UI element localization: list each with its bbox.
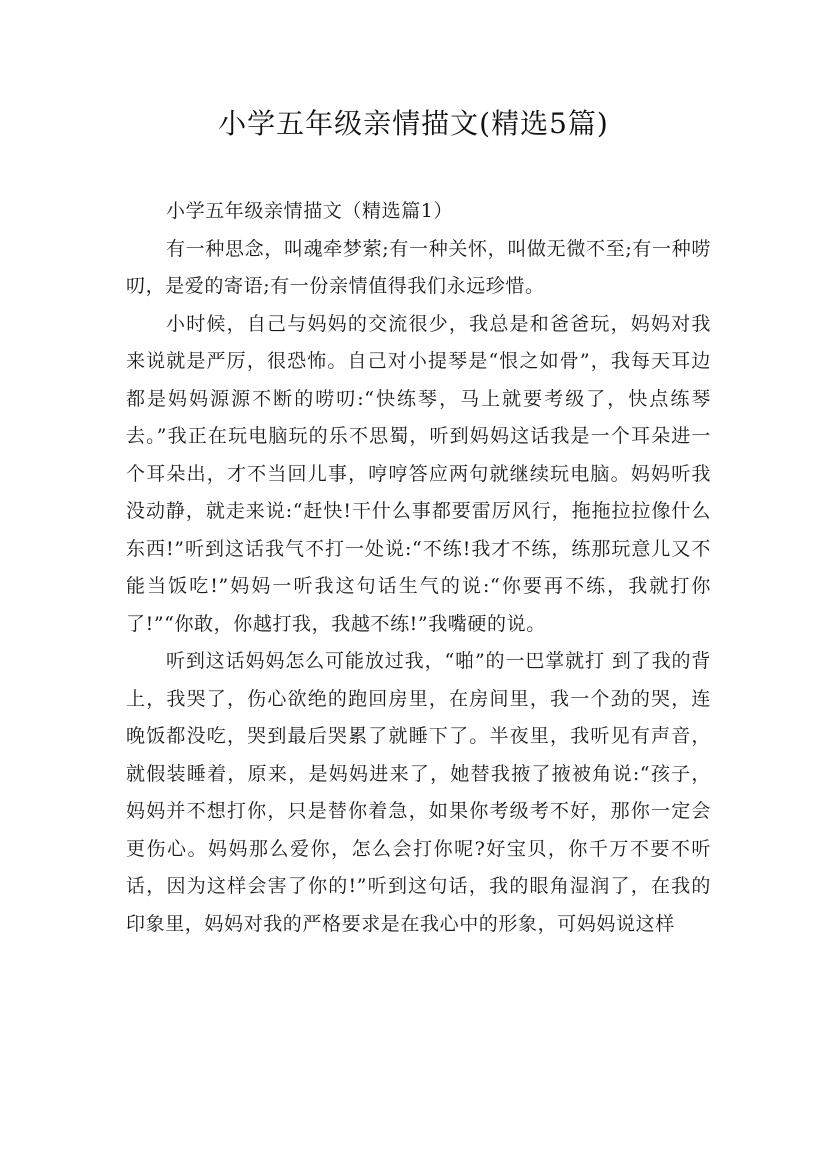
document-title: 小学五年级亲情描文(精选5篇)	[218, 107, 609, 140]
paragraph-1: 有一种思念，叫魂牵梦萦;有一种关怀，叫做无微不至;有一种唠叨，是爱的寄语;有一份亲情值得我们永远珍惜。	[126, 237, 711, 297]
section-heading: 小学五年级亲情描文（精选篇1）	[166, 200, 454, 222]
document-body	[126, 193, 711, 943]
paragraph-3: 听到这话妈妈怎么可能放过我，“啪”的一巴掌就打 到了我的背上，我哭了，伤心欲绝的跑回房里，在房间里，我一个劲的哭，连晚饭都没吃，哭到最后哭累了就睡下了。半夜里，我听见有声音，就假装睡着，原来，是妈妈进来了，她替我掖了掖被角说:“孩子，妈妈并不想打你，只是替你着急，如果你考级考不好，那你一定会更伤心。妈妈那么爱你，怎么会打你呢?好宝贝，你千万不要不听话，因为这样会害了你的!”听到这句话，我的眼角湿润了，在我的印象里，妈妈对我的严格要求是在我心中的形象，可妈妈说这样	[126, 650, 711, 935]
paragraph-2: 小时候，自己与妈妈的交流很少，我总是和爸爸玩，妈妈对我来说就是严厉，很恐怖。自己对小提琴是“恨之如骨”，我每天耳边都是妈妈源源不断的唠叨:“快练琴，马上就要考级了，快点练琴去。”我正在玩电脑玩的乐不思蜀，听到妈妈这话我是一个耳朵进一个耳朵出，才不当回儿事，哼哼答应两句就继续玩电脑。妈妈听我没动静，就走来说:“赶快!干什么事都要雷厉风行，拖拖拉拉像什么东西!”听到这话我气不打一处说:“不练!我才不练，练那玩意儿又不能当饭吃!”妈妈一听我这句话生气的说:“你要再不练，我就打你了!”“你敢，你越打我，我越不练!”我嘴硬的说。	[126, 312, 711, 635]
